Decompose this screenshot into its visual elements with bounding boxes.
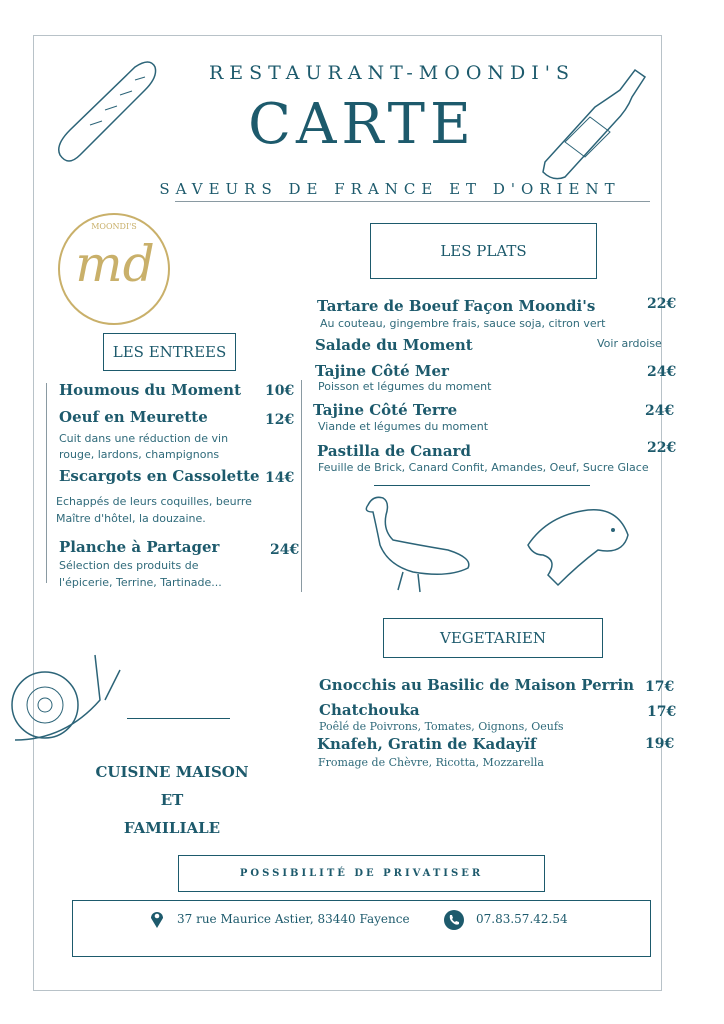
menu-item-price: 17€ — [647, 704, 677, 720]
menu-item-desc: Fromage de Chèvre, Ricotta, Mozzarella — [318, 756, 544, 769]
restaurant-name: RESTAURANT-MOONDI'S — [208, 62, 576, 84]
divider — [175, 201, 650, 202]
duck-illustration — [358, 490, 483, 600]
entrees-heading: LES ENTREES — [103, 333, 236, 371]
menu-item-name: Tajine Côté Terre — [313, 401, 458, 419]
logo-text: md — [75, 235, 155, 293]
menu-item-desc: Feuille de Brick, Canard Confit, Amandes, Oeuf, Sucre Glace — [318, 461, 649, 474]
phone-number[interactable]: 07.83.57.42.54 — [476, 912, 568, 926]
menu-item-name: Knafeh, Gratin de Kadayïf — [317, 735, 537, 753]
menu-item-desc: Sélection des produits de l'épicerie, Terrine, Tartinade... — [59, 559, 222, 589]
menu-item-name: Pastilla de Canard — [317, 442, 471, 460]
menu-item-name: Escargots en Cassolette — [59, 467, 260, 485]
menu-item-name: Tajine Côté Mer — [315, 362, 449, 380]
menu-item-price: 10€ — [265, 383, 295, 399]
cuisine-line: CUISINE MAISON — [95, 763, 249, 781]
subtitle: SAVEURS DE FRANCE ET D'ORIENT — [159, 180, 621, 198]
menu-item-desc: Cuit dans une réduction de vin rouge, lardons, champignons — [59, 432, 229, 461]
cuisine-line: FAMILIALE — [123, 819, 221, 837]
menu-item-name: Planche à Partager — [59, 538, 220, 556]
address: 37 rue Maurice Astier, 83440 Fayence — [177, 912, 410, 926]
menu-item-price: 24€ — [270, 542, 300, 558]
privatiser-banner: POSSIBILITÉ DE PRIVATISER — [178, 855, 545, 892]
menu-item-price: Voir ardoise — [597, 337, 662, 350]
menu-item-price: 24€ — [645, 403, 675, 419]
menu-item-price: 22€ — [647, 296, 677, 312]
cuisine-maison-text — [72, 758, 272, 842]
menu-item-desc: Poisson et légumes du moment — [318, 380, 492, 393]
snail-illustration — [5, 645, 130, 760]
menu-item-price: 12€ — [265, 412, 295, 428]
wine-bottle-icon — [535, 62, 650, 182]
divider — [301, 380, 302, 592]
page-title: CARTE — [248, 92, 476, 157]
plats-heading: LES PLATS — [370, 223, 597, 279]
logo-arc-text: MOONDI'S — [91, 222, 137, 231]
divider — [127, 718, 230, 719]
menu-item-name: Houmous du Moment — [59, 381, 242, 399]
baguette-icon — [50, 55, 160, 170]
menu-item-desc: Viande et légumes du moment — [318, 420, 489, 433]
cuisine-line: ET — [160, 791, 184, 809]
menu-item-desc: Poêlé de Poivrons, Tomates, Oignons, Oeufs — [319, 720, 564, 733]
menu-item-price: 19€ — [645, 736, 675, 752]
menu-item-name: Gnocchis au Basilic de Maison Perrin — [319, 676, 635, 694]
menu-item-desc: Au couteau, gingembre frais, sauce soja, citron vert — [320, 317, 606, 330]
phone-icon — [444, 910, 464, 930]
menu-item-name: Chatchouka — [319, 701, 420, 719]
menu-item-name: Oeuf en Meurette — [59, 408, 208, 426]
divider — [46, 383, 47, 583]
menu-item-name: Salade du Moment — [315, 336, 473, 354]
divider — [374, 485, 590, 486]
vegetarien-heading: VEGETARIEN — [383, 618, 603, 658]
location-pin-icon — [150, 909, 164, 929]
menu-item-price: 14€ — [265, 470, 295, 486]
menu-item-price: 24€ — [647, 364, 677, 380]
menu-item-price: 22€ — [647, 440, 677, 456]
menu-item-price: 17€ — [645, 679, 675, 695]
menu-item-desc: Echappés de leurs coquilles, beurre Maître d'hôtel, la douzaine. — [56, 495, 252, 525]
menu-item-name: Tartare de Boeuf Façon Moondi's — [317, 297, 596, 315]
fish-illustration — [518, 495, 633, 595]
